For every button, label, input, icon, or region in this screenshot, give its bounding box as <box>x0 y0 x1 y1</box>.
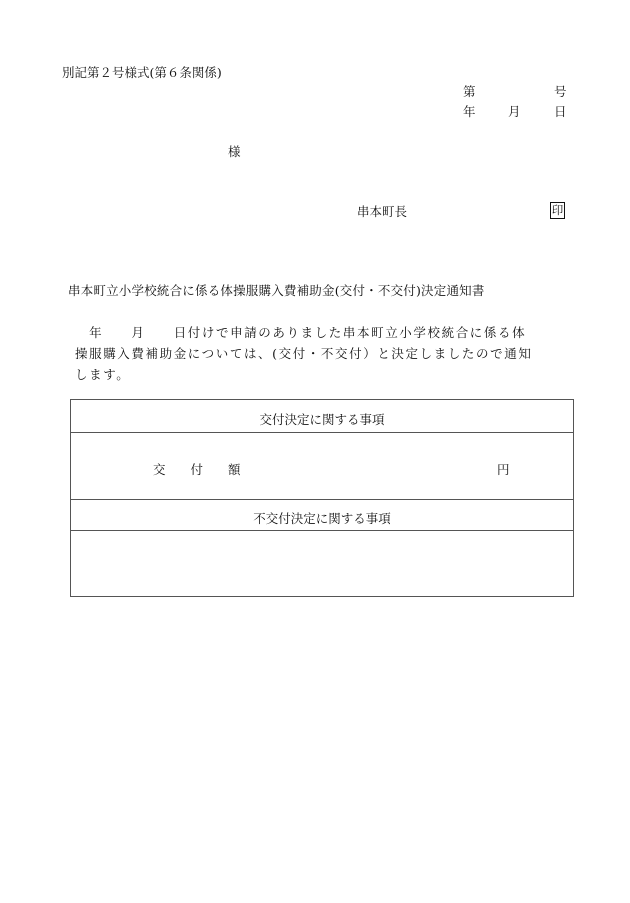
non-grant-content-cell <box>71 531 573 597</box>
grant-amount-unit: 円 <box>497 462 510 477</box>
grant-amount-row <box>71 433 573 500</box>
grant-header-row <box>71 400 573 433</box>
grant-header: 交付決定に関する事項 <box>259 412 385 427</box>
date-year-label: 年 <box>463 104 476 119</box>
notice-body <box>75 322 575 385</box>
notice-body-line: 操服購入費補助金については、(交付・不交付）と決定しましたので通知 <box>75 346 533 361</box>
sender-name: 串本町長 <box>357 204 408 219</box>
seal-label: 印 <box>551 202 564 217</box>
non-grant-header-row <box>71 500 573 531</box>
date-day-label: 日 <box>554 104 567 119</box>
addressee-honorific: 様 <box>228 144 241 159</box>
grant-amount-label: 交 付 額 <box>153 462 241 477</box>
document-number-suffix: 号 <box>554 84 567 99</box>
non-grant-header: 不交付決定に関する事項 <box>253 511 391 526</box>
date-month-label: 月 <box>508 104 521 119</box>
document-title: 串本町立小学校統合に係る体操服購入費補助金(交付・不交付)決定通知書 <box>68 283 485 298</box>
decision-table <box>70 399 574 597</box>
form-number-label: 別記第２号様式(第６条関係) <box>62 65 222 80</box>
seal-stamp-box <box>550 202 565 219</box>
notice-body-line: します。 <box>75 367 131 382</box>
document-number-prefix: 第 <box>463 84 476 99</box>
notice-body-line: 年 月 日付けで申請のありました串本町立小学校統合に係る体 <box>75 325 527 340</box>
